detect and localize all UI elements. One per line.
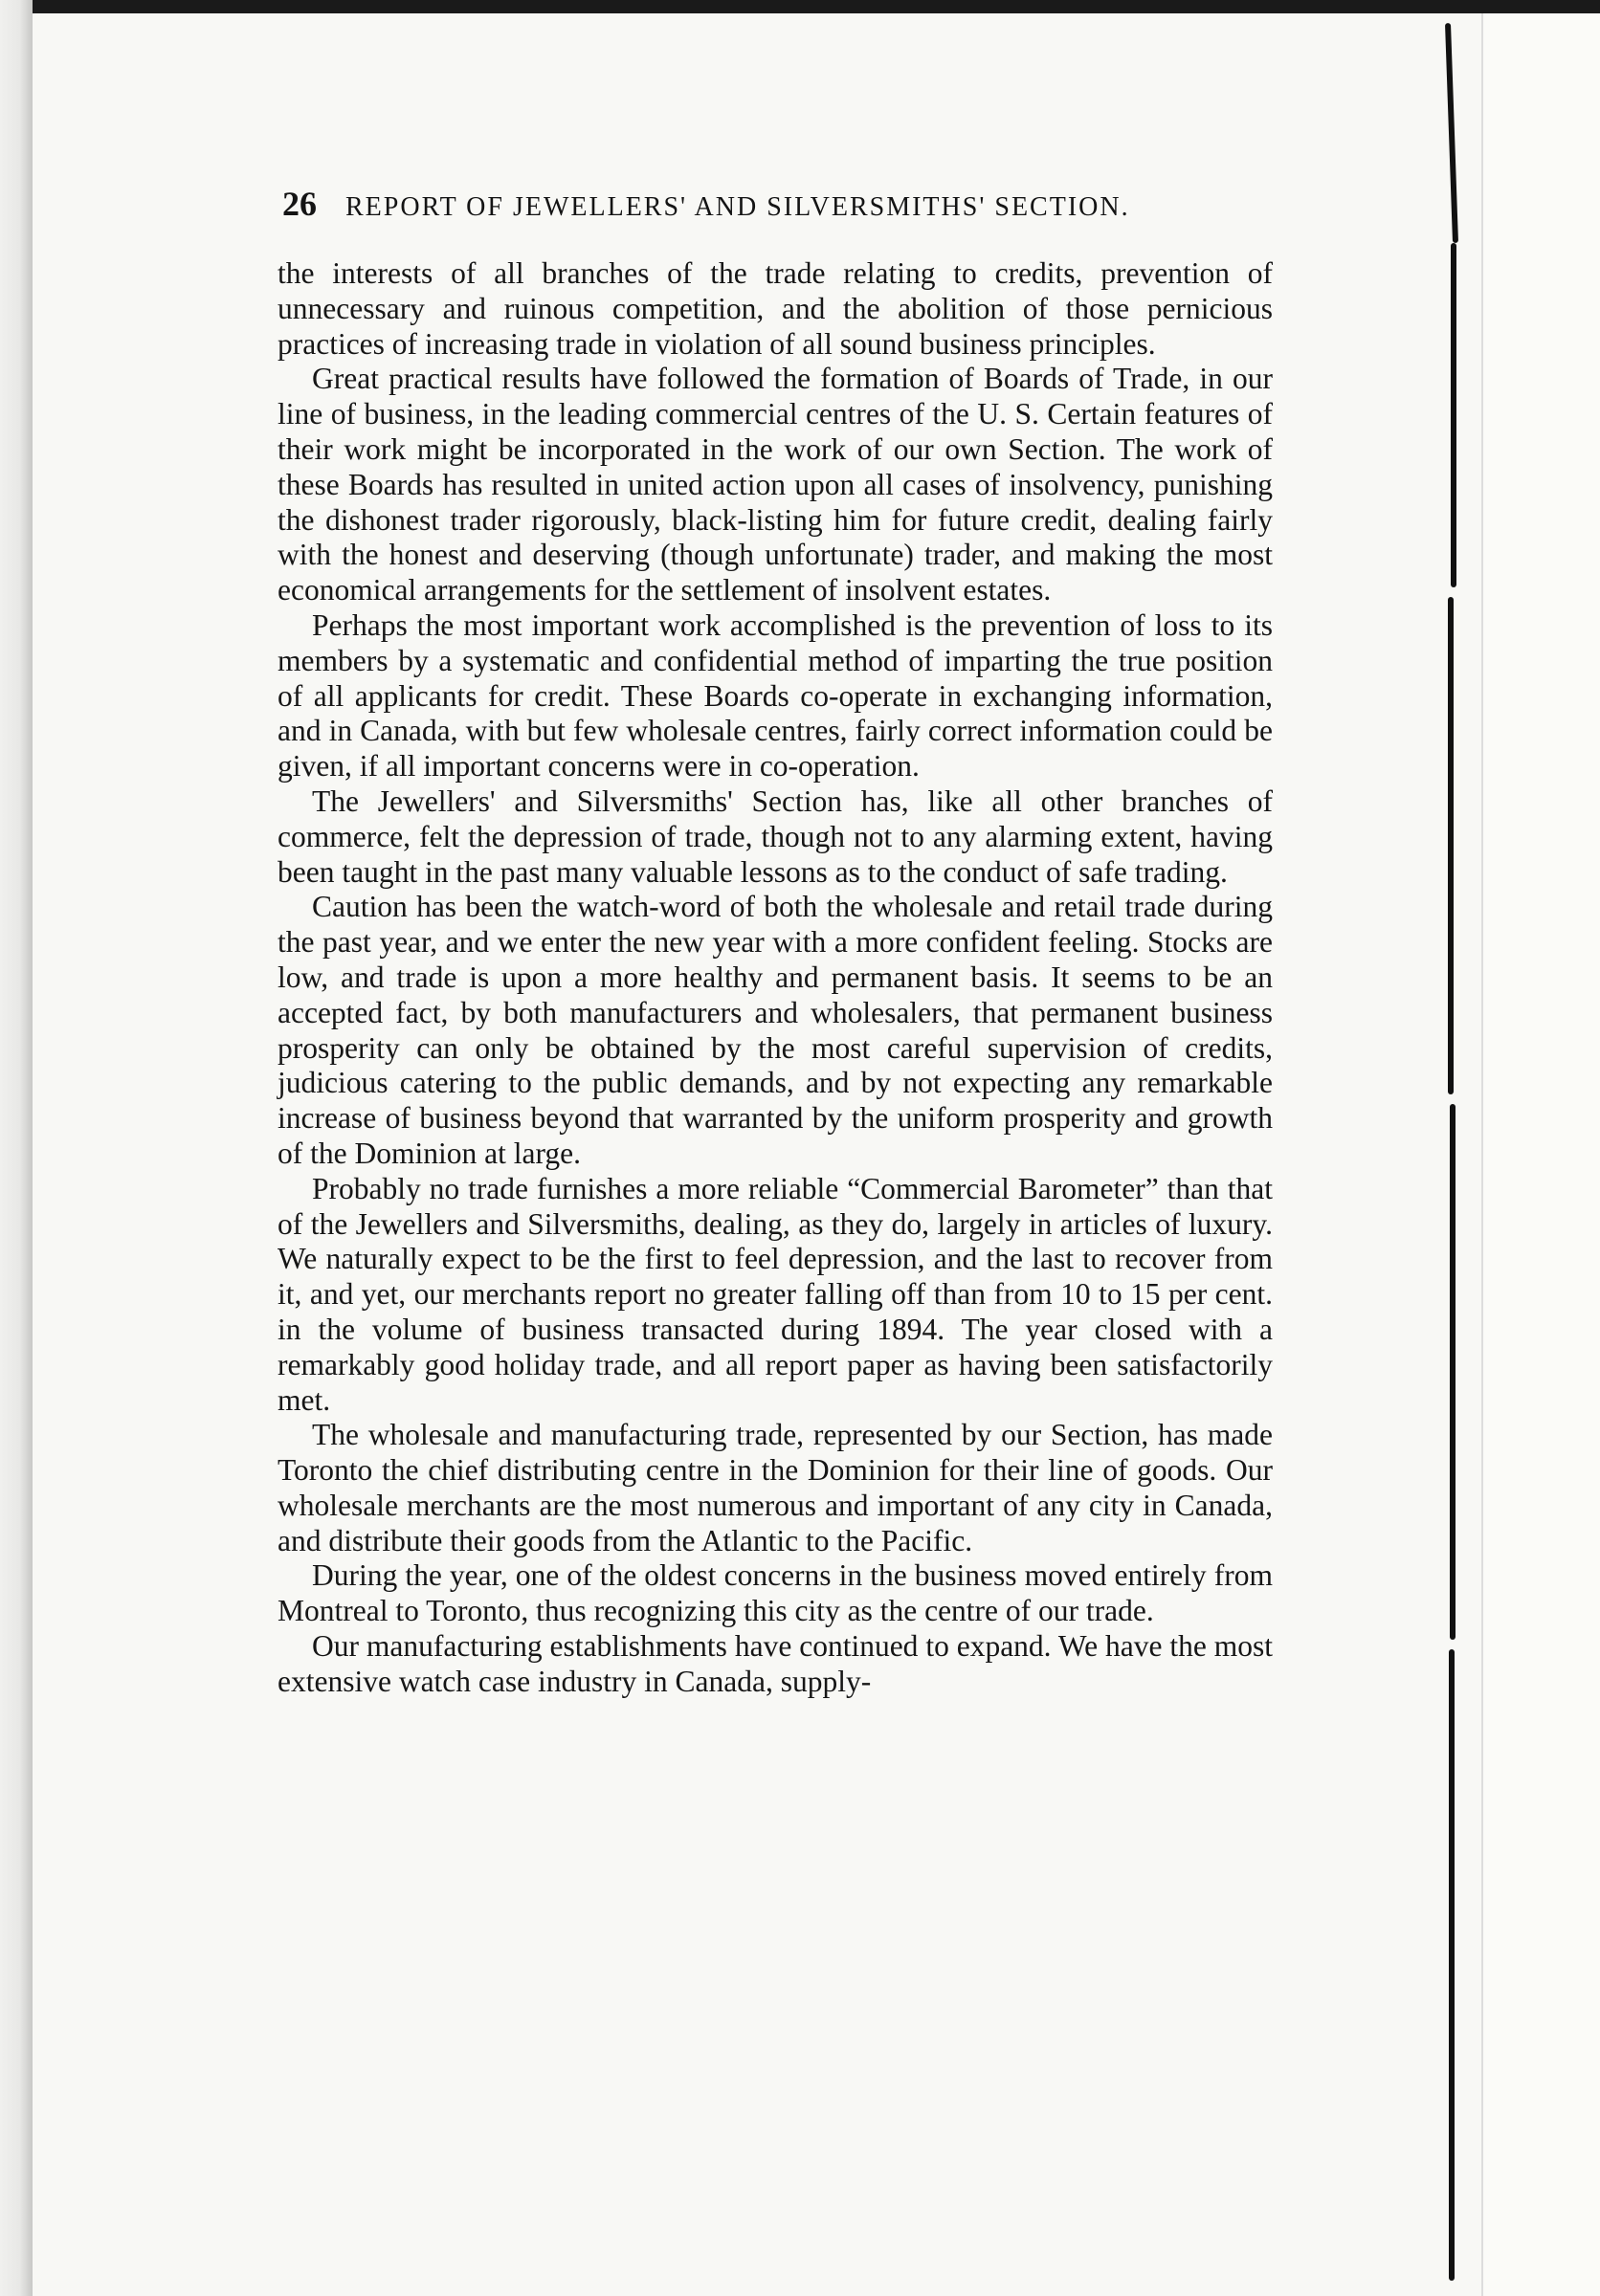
- paragraph-7: The wholesale and manufacturing trade, represented by our Section, has made Toronto the chief distributing centre in the Dominion for their line of goods. Our wholesale merchants are the most numerous and important of any city in Canada, and distribute their goods from the Atlantic to the Pacific.: [278, 1418, 1273, 1557]
- scan-left-edge: [0, 0, 33, 2296]
- paragraph-1: the interests of all branches of the trade relating to credits, prevention of unnecessary and ruinous competition, and the abolition of those pernicious practices of increasing trade in violation of all sound business principles.: [278, 256, 1273, 361]
- page-number: 26: [282, 185, 317, 223]
- paragraph-4: The Jewellers' and Silversmiths' Section has, like all other branches of commerce, felt the depression of trade, though not to any alarming extent, having been taught in the past many valuable lessons as to the conduct of safe trading.: [278, 784, 1273, 889]
- paragraph-8: During the year, one of the oldest concerns in the business moved entirely from Montreal to Toronto, thus recognizing this city as the centre of our trade.: [278, 1558, 1273, 1628]
- running-header: [282, 184, 1273, 224]
- paragraph-5: Caution has been the watch-word of both the wholesale and retail trade during the past year, and we enter the new year with a more confident feeling. Stocks are low, and trade is upon a more healthy and permanent basis. It seems to be an accepted fact, by both manufacturers and wholesalers, that permanent business prosperity can only be obtained by the most careful supervision of credits, judicious catering to the public demands, and by not expecting any remarkable increase of business beyond that warranted by the uniform prosperity and growth of the Dominion at large.: [278, 890, 1273, 1170]
- paragraph-9: Our manufacturing establishments have continued to expand. We have the most extensive watch case industry in Canada, supply-: [278, 1629, 1273, 1698]
- book-spine-shadow: [1435, 13, 1464, 2296]
- paragraph-3: Perhaps the most important work accomplished is the prevention of loss to its members by a systematic and confidential method of imparting the true position of all applicants for credit. These Boards co-operate in exchanging information, and in Canada, with but few wholesale centres, fairly correct information could be given, if all important concerns were in co-operation.: [278, 607, 1273, 784]
- paragraph-2: Great practical results have followed the formation of Boards of Trade, in our line of business, in the leading commercial centres of the U. S. Certain features of their work might be incorporated in the work of our own Section. The work of these Boards has resulted in united action upon all cases of insolvency, punishing the dishonest trader rigorously, black-listing him for future credit, dealing fairly with the honest and deserving (though unfortunate) trader, and making the most economical arrangements for the settlement of insolvent estates.: [278, 362, 1273, 607]
- body-text: [278, 256, 1273, 1700]
- running-title: REPORT OF JEWELLERS' AND SILVERSMITHS' SECTION.: [345, 192, 1130, 222]
- facing-page-edge: [1481, 13, 1600, 2296]
- paragraph-6: Probably no trade furnishes a more reliable “Commercial Barometer” than that of the Jewellers and Silversmiths, dealing, as they do, largely in articles of luxury. We naturally expect to be the first to feel depression, and the last to recover from it, and yet, our merchants report no greater falling off than from 10 to 15 per cent. in the volume of business transacted during 1894. The year closed with a remarkably good holiday trade, and all report paper as having been satisfactorily met.: [278, 1171, 1273, 1417]
- scan-top-edge: [0, 0, 1600, 13]
